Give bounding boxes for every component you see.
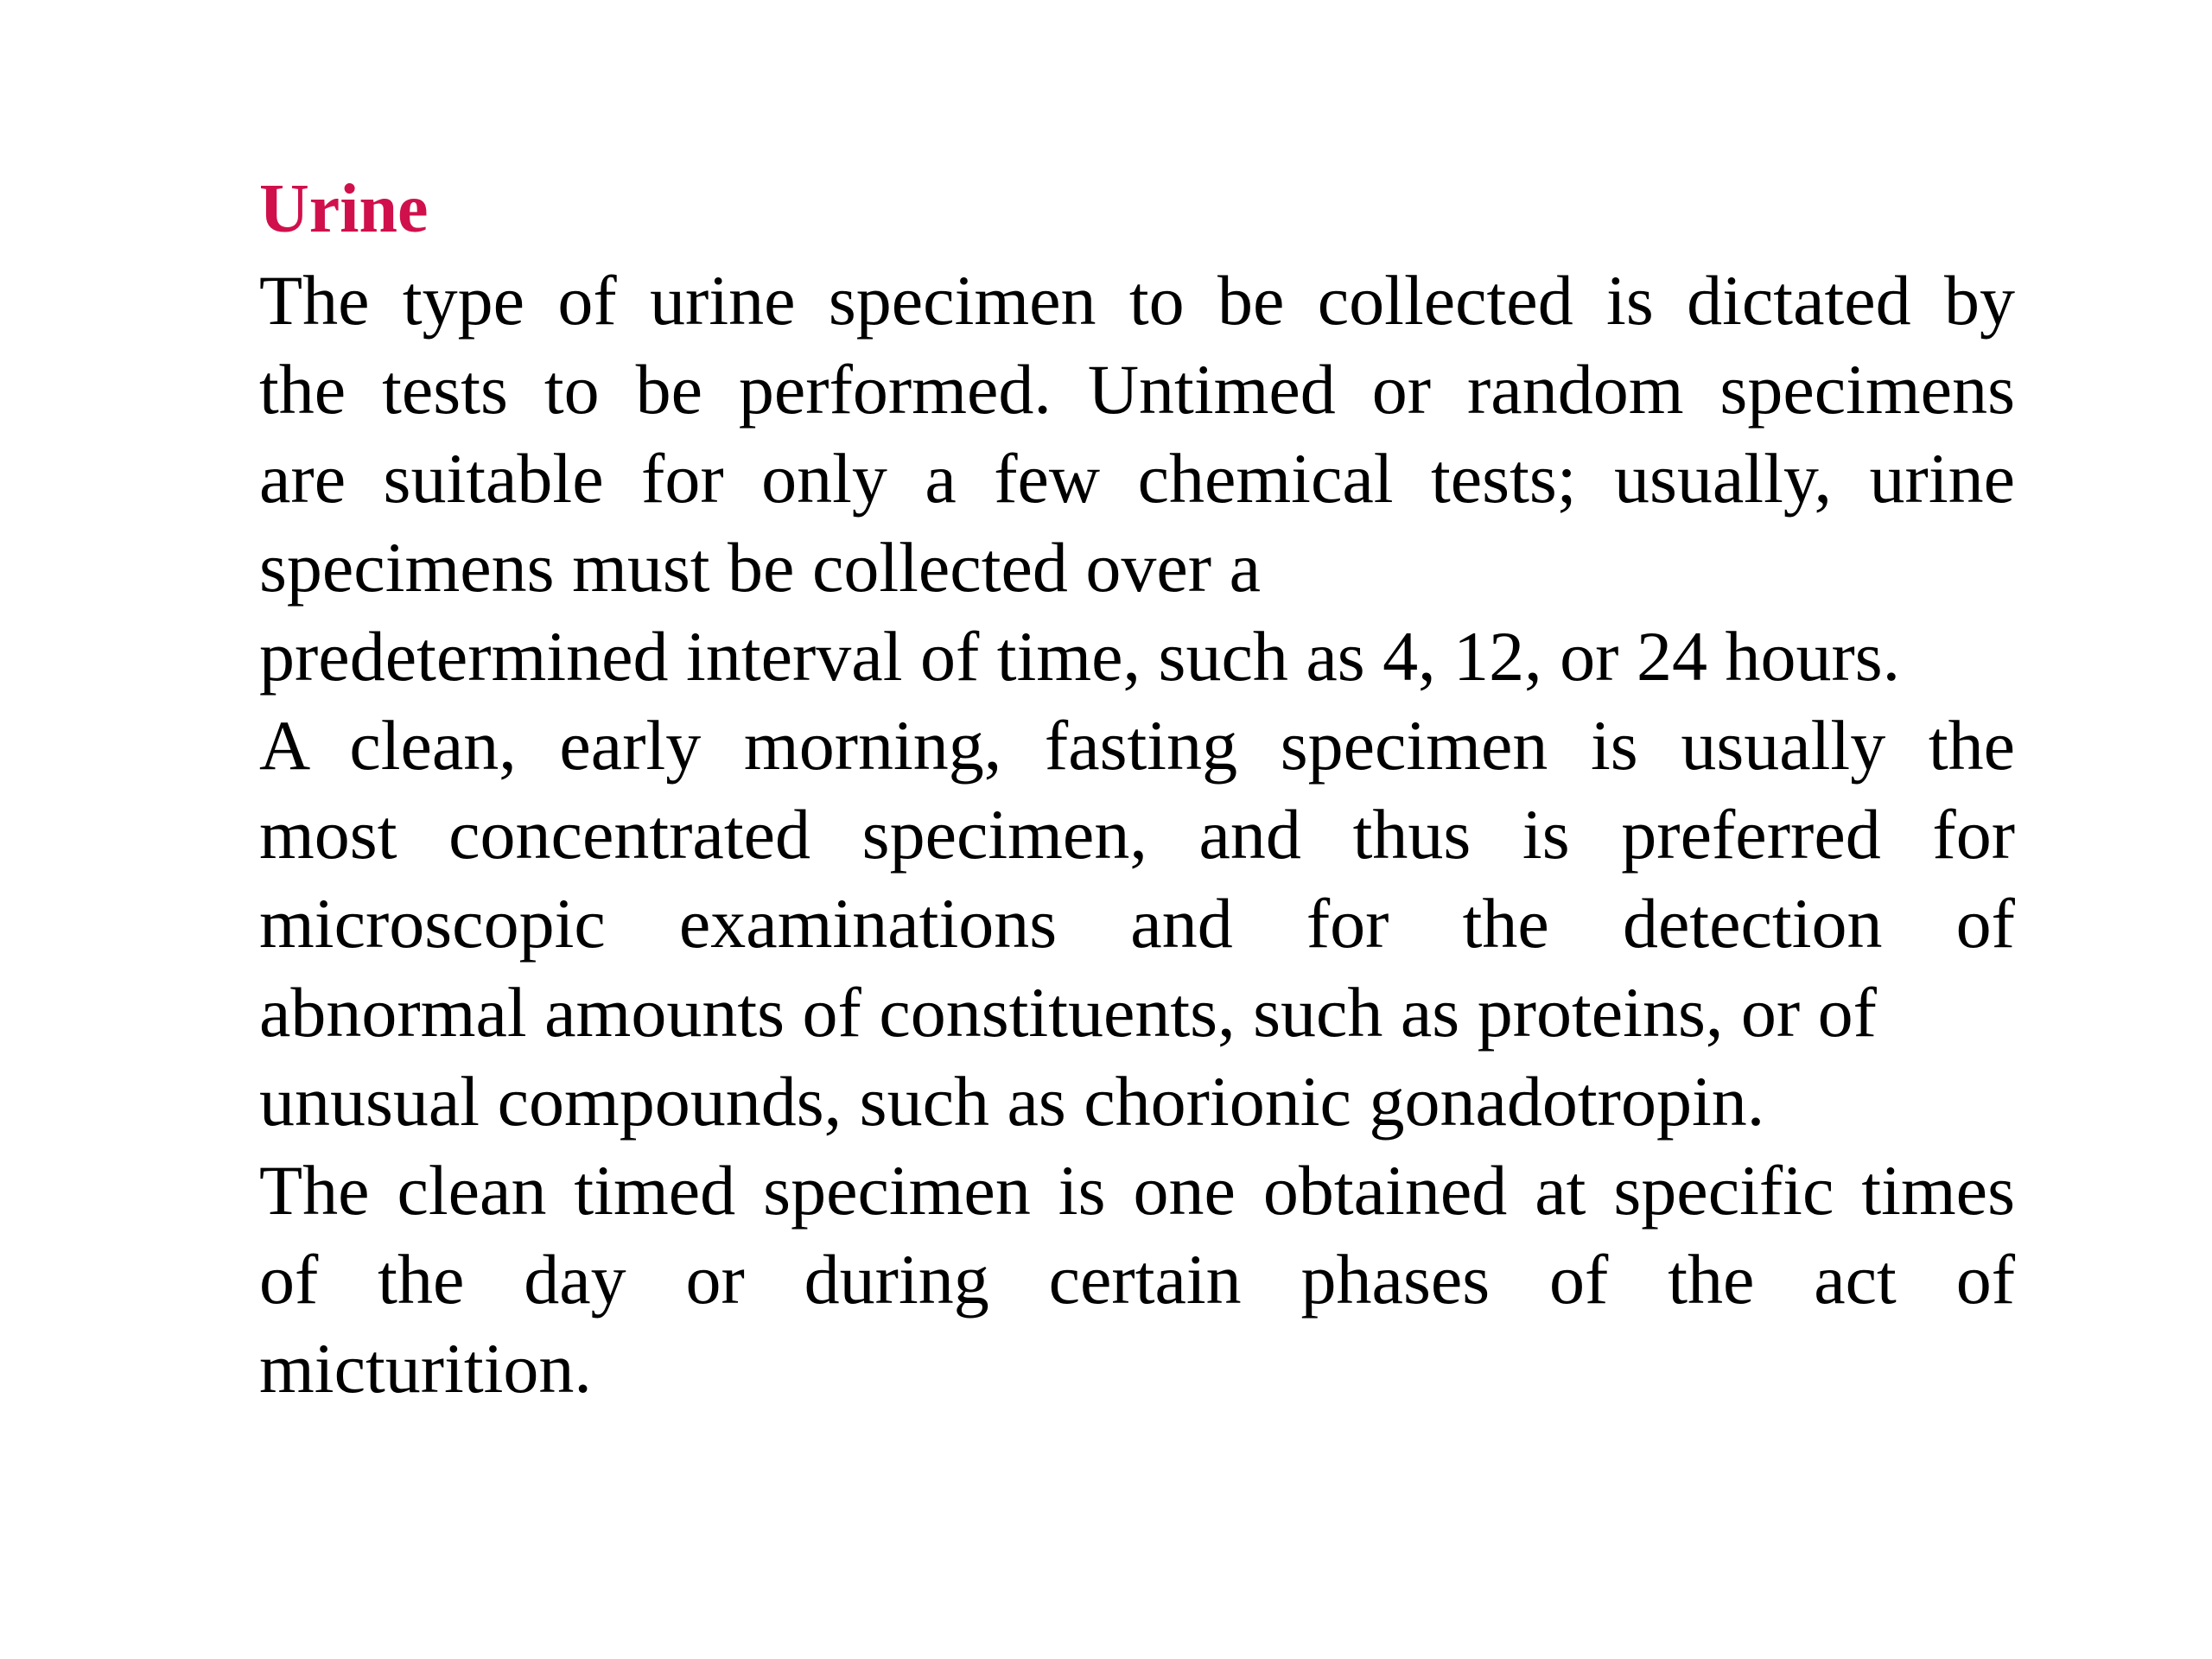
text-line: micturition.: [259, 1329, 592, 1408]
paragraph: [259, 701, 2015, 1146]
text-line: A clean, early morning, fasting specimen is usually the: [259, 706, 2015, 785]
text-line: specimens must be collected over a: [259, 528, 1261, 607]
paragraph: [259, 256, 2015, 612]
text-line: predetermined interval of time, such as 4, 12, or 24 hours.: [259, 617, 1901, 696]
text-line: The clean timed specimen is one obtained at specific times: [259, 1151, 2015, 1230]
slide-title: Urine: [259, 171, 429, 247]
body-text: [259, 256, 2015, 1413]
text-line: unusual compounds, such as chorionic gonadotropin.: [259, 1062, 1765, 1141]
text-line: are suitable for only a few chemical tests; usually, urine: [259, 439, 2015, 518]
text-line: abnormal amounts of constituents, such as proteins, or of: [259, 973, 1877, 1052]
slide-content: [259, 166, 2015, 1413]
paragraph: [259, 1146, 2015, 1413]
text-line: of the day or during certain phases of the act of: [259, 1240, 2015, 1319]
text-line: microscopic examinations and for the detection of: [259, 884, 2015, 963]
text-line: the tests to be performed. Untimed or random specimens: [259, 350, 2015, 429]
text-line: most concentrated specimen, and thus is preferred for: [259, 795, 2015, 874]
paragraph: [259, 612, 2015, 701]
text-line: The type of urine specimen to be collected is dictated by: [259, 261, 2015, 340]
